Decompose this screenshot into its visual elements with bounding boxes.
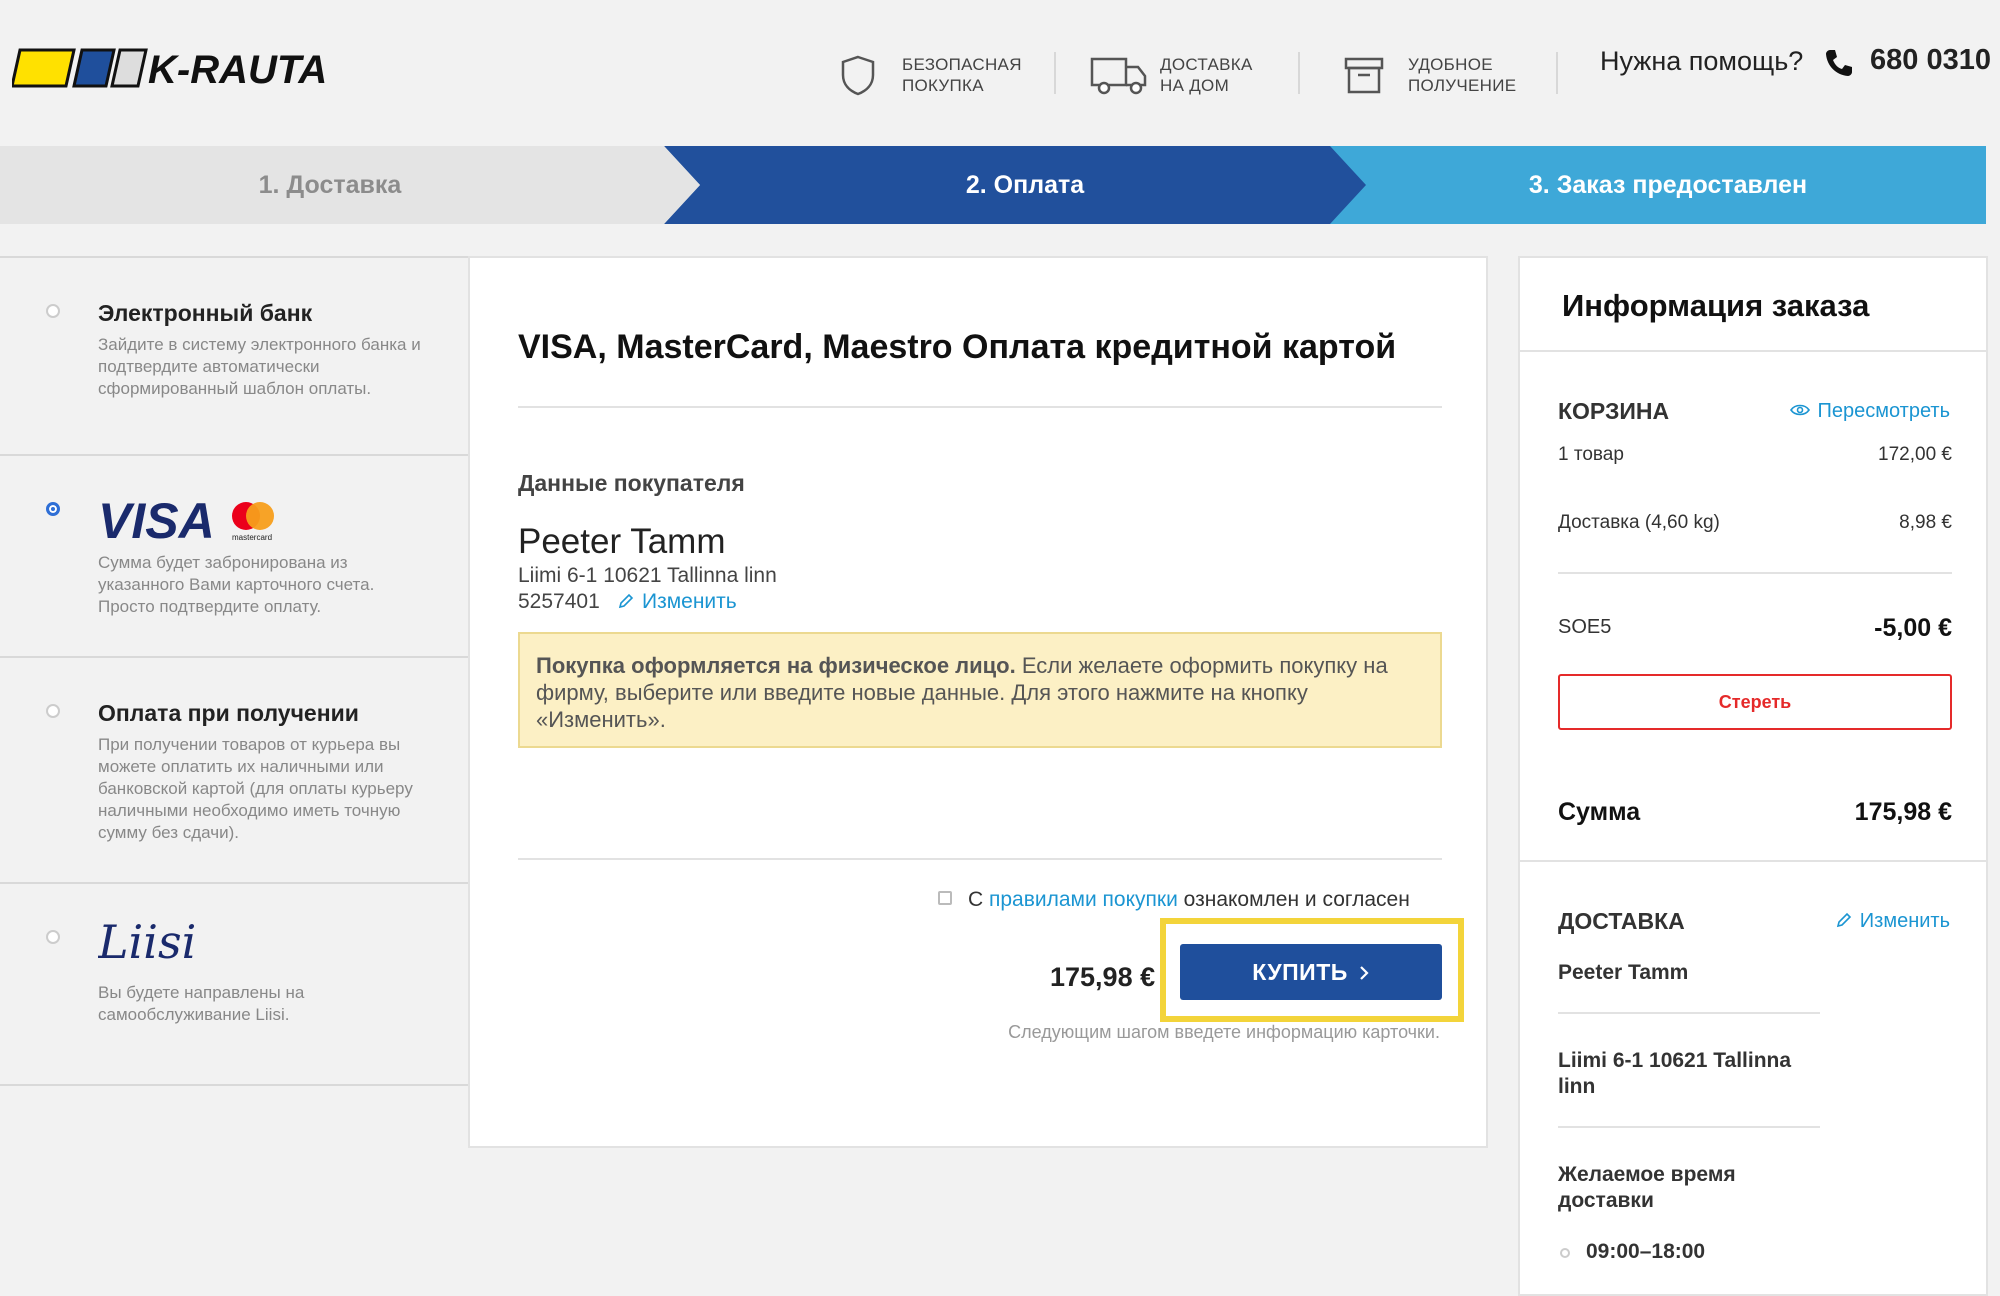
buyer-edit-link[interactable]: Изменить — [618, 590, 737, 614]
method-ebank-title: Электронный банк — [98, 300, 313, 326]
phone-icon — [1824, 48, 1854, 78]
delivery-heading: ДОСТАВКА — [1558, 908, 1685, 934]
items-value: 172,00 € — [1878, 444, 1952, 465]
header-divider — [1054, 52, 1056, 94]
brand-text: K-RAUTA — [148, 48, 328, 88]
notice-text: Если желаете оформить покупку на фирму, выберите или введите новые данные. Для этого нажмите на кнопку «Изменить». — [536, 653, 1388, 732]
review-cart-link[interactable]: Пересмотреть — [1790, 400, 1951, 423]
help-text: Нужна помощь? — [1600, 46, 1804, 76]
divider — [1520, 350, 1986, 352]
method-cod[interactable] — [0, 656, 470, 884]
order-total: 175,98 € — [1050, 962, 1156, 992]
buyer-phone: 5257401 — [518, 590, 600, 613]
header-divider — [1556, 52, 1558, 94]
benefit-pickup-text: УДОБНОЕ ПОЛУЧЕНИЕ — [1408, 55, 1517, 95]
method-cod-radio[interactable] — [46, 704, 60, 718]
divider — [1558, 1012, 1820, 1014]
delivery-edit-link[interactable]: Изменить — [1836, 910, 1950, 933]
items-label: 1 товар — [1558, 444, 1624, 465]
delivery-time-radio[interactable] — [1560, 1248, 1570, 1258]
summary-total-label: Сумма — [1558, 798, 1641, 826]
divider — [518, 406, 1442, 408]
pencil-icon — [618, 593, 634, 609]
step-order-placed: 3. Заказ предоставлен — [1528, 171, 1808, 199]
delivery-address: Liimi 6-1 10621 Tallinna linn — [1558, 1049, 1792, 1098]
buyer-name: Peeter Tamm — [518, 522, 726, 561]
summary-title: Информация заказа — [1562, 288, 1870, 323]
svg-text:VISA: VISA — [98, 496, 215, 546]
step-delivery[interactable]: 1. Доставка — [258, 171, 402, 199]
method-liisi-radio[interactable] — [46, 930, 60, 944]
delivery-label: Доставка (4,60 kg) — [1558, 512, 1720, 533]
divider — [1558, 1126, 1820, 1128]
payment-panel — [468, 256, 1488, 1148]
step-payment: 2. Оплата — [965, 171, 1085, 199]
coupon-value: -5,00 € — [1874, 614, 1952, 642]
site-header — [0, 0, 2000, 146]
pencil-icon — [1836, 912, 1852, 928]
benefit-delivery — [1090, 50, 1310, 100]
terms-checkbox[interactable] — [938, 891, 952, 905]
delivery-cost-row — [1558, 512, 1952, 534]
buy-button[interactable]: КУПИТЬ — [1180, 944, 1442, 1000]
coupon-row — [1558, 614, 1952, 642]
method-cod-title: Оплата при получении — [98, 700, 359, 726]
visa-mastercard-logo — [98, 496, 288, 546]
buyer-label: Данные покупателя — [518, 470, 745, 496]
phone-number[interactable]: 680 0310 — [1870, 44, 1991, 76]
method-cod-desc: При получении товаров от курьера вы можете оплатить их наличными или банковской картой (для оплаты курьеру наличными необходимо иметь точную сумму без сдачи). — [98, 735, 413, 842]
benefit-pickup — [1342, 50, 1558, 100]
summary-total-row — [1558, 798, 1952, 827]
cart-heading: КОРЗИНА — [1558, 398, 1670, 424]
summary-total-value: 175,98 € — [1854, 798, 1952, 826]
items-row — [1558, 444, 1952, 466]
coupon-code: SOE5 — [1558, 616, 1612, 638]
buyer-address: Liimi 6-1 10621 Tallinna linn — [518, 564, 777, 587]
method-ebank[interactable] — [0, 256, 470, 456]
divider — [1520, 860, 1986, 862]
method-card-radio[interactable] — [46, 502, 60, 516]
delivery-name: Peeter Tamm — [1558, 961, 1689, 984]
method-liisi-desc: Вы будете направлены на самообслуживание Liisi. — [98, 983, 305, 1024]
liisi-logo — [98, 914, 218, 972]
divider — [518, 858, 1442, 860]
k-rauta-logo[interactable] — [12, 48, 362, 88]
terms-agree-text: С правилами покупки ознакомлен и согласен — [968, 888, 1410, 911]
delivery-time-label: Желаемое время доставки — [1558, 1163, 1736, 1212]
method-ebank-desc: Зайдите в систему электронного банка и подтвердите автоматически сформированный шаблон оплаты. — [98, 335, 421, 398]
eye-icon — [1790, 403, 1810, 417]
benefit-secure-text: БЕЗОПАСНАЯ ПОКУПКА — [902, 55, 1022, 95]
delivery-time: 09:00–18:00 — [1586, 1240, 1706, 1263]
method-card-desc: Сумма будет забронирована из указанного Вами карточного счета. Просто подтвердите оплату. — [98, 553, 375, 616]
box-icon — [1342, 53, 1386, 97]
next-step-hint: Следующим шагом введете информацию карточки. — [1008, 1022, 1440, 1042]
legal-entity-notice — [518, 632, 1442, 748]
method-liisi[interactable] — [0, 882, 470, 1086]
remove-coupon-button[interactable]: Стереть — [1558, 674, 1952, 730]
page-title: VISA, MasterCard, Maestro Оплата кредитной картой — [518, 328, 1397, 366]
header-divider — [1298, 52, 1300, 94]
shield-icon — [836, 53, 880, 97]
svg-text:mastercard: mastercard — [232, 533, 273, 542]
svg-text:Liisi: Liisi — [98, 915, 197, 969]
chevron-right-icon — [1358, 965, 1370, 981]
checkout-steps — [0, 146, 1986, 224]
order-summary — [1518, 256, 1988, 1296]
method-ebank-radio[interactable] — [46, 304, 60, 318]
benefit-delivery-text: ДОСТАВКА НА ДОМ — [1160, 55, 1253, 95]
truck-icon — [1090, 53, 1148, 97]
method-card[interactable] — [0, 454, 470, 658]
terms-link[interactable]: правилами покупки — [989, 888, 1178, 911]
notice-bold: Покупка оформляется на физическое лицо. — [536, 653, 1016, 678]
benefit-secure — [836, 50, 1052, 100]
divider — [1558, 572, 1952, 574]
delivery-value: 8,98 € — [1899, 512, 1952, 533]
